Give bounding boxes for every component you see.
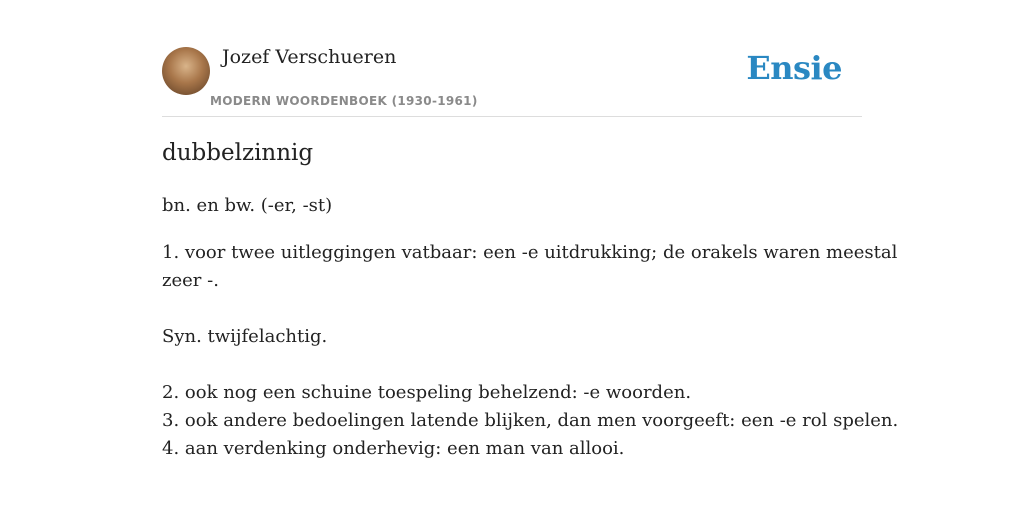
definition-3: 3. ook andere bedoelingen latende blijken, dan men voorgeeft: een -e rol spelen. bbox=[162, 410, 899, 431]
avatar[interactable] bbox=[162, 47, 210, 95]
source-label[interactable]: MODERN WOORDENBOEK (1930-1961) bbox=[210, 94, 478, 108]
definition-1-line-1: 1. voor twee uitleggingen vatbaar: een -e uitdrukking; de orakels waren meestal bbox=[162, 242, 898, 263]
synonym: Syn. twijfelachtig. bbox=[162, 326, 328, 347]
author-name[interactable]: Jozef Verschueren bbox=[222, 46, 397, 68]
brand-logo[interactable]: Ensie bbox=[746, 49, 842, 87]
entry-term: dubbelzinnig bbox=[162, 140, 314, 166]
header bbox=[162, 0, 862, 117]
entry-grammar: bn. en bw. (-er, -st) bbox=[162, 195, 333, 216]
definition-2: 2. ook nog een schuine toespeling behelzend: -e woorden. bbox=[162, 382, 692, 403]
page-content bbox=[162, 0, 899, 459]
definition-4: 4. aan verdenking onderhevig: een man van allooi. bbox=[162, 438, 625, 459]
definition-1-line-2: zeer -. bbox=[162, 270, 219, 291]
